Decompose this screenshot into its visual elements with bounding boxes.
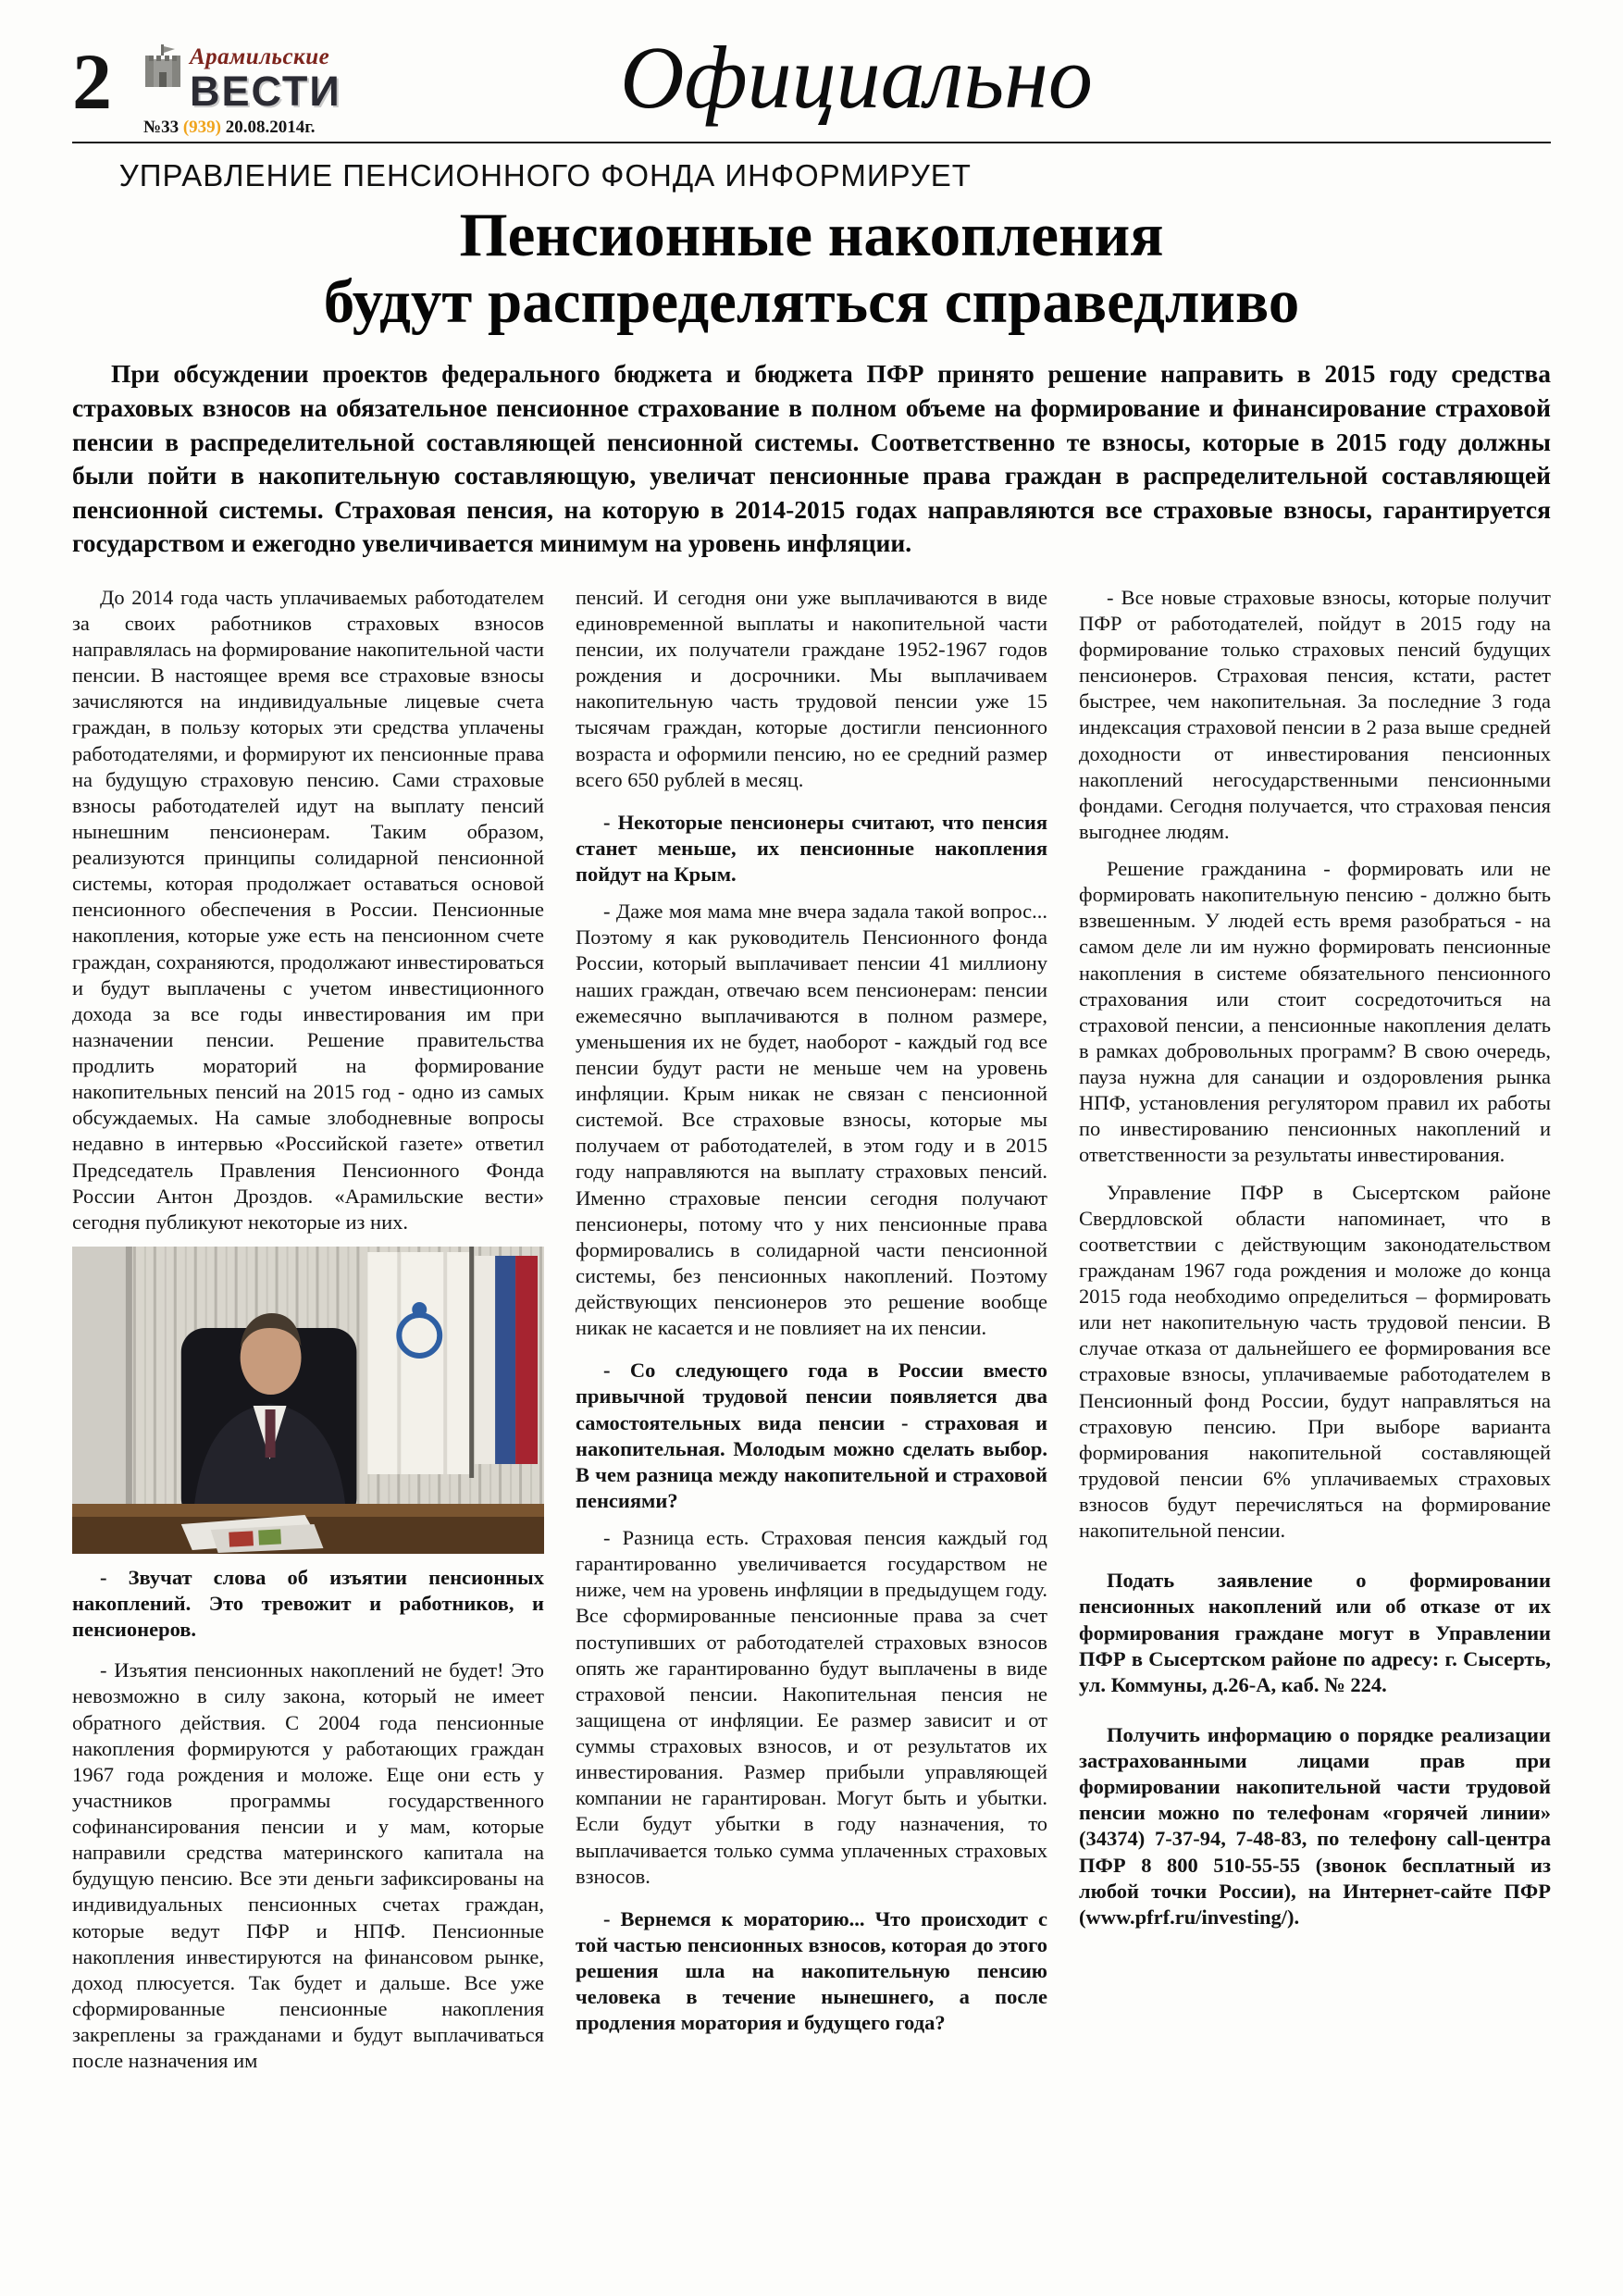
russia-flag xyxy=(475,1256,538,1464)
interview-question: - Вернемся к мораторию... Что происходит с той частью пенсионных взносов, которая до этого решения шла на накопительную пенсию человека в течение нынешнего, а после продления моратория и будущего года? xyxy=(576,1906,1047,2035)
page-header xyxy=(72,28,1551,138)
article-column-3 xyxy=(1079,585,1551,2086)
article-column-2 xyxy=(576,585,1047,2086)
interview-question: - Некоторые пенсионеры считают, что пенсия станет меньше, их пенсионные накопления пойдут на Крым. xyxy=(576,810,1047,886)
desk xyxy=(72,1504,544,1554)
article-paragraph: - Даже моя мама мне вчера задала такой вопрос... Поэтому я как руководитель Пенсионного фонда России, который выплачивает пенсии 41 миллиону наших граждан, отвечаю всем пенсионерам: пенсии ежемесячно выплачиваются в полном размере, уменьшения их не будет, наоборот - каждый год все пенсии будут расти не меньше чем на уровень инфляции. Крым никак не связан с пенсионной системой. Все страховые взносы, которые мы получаем от работодателей, в этом году и в 2015 году направляются на выплату страховых пенсий. Именно страховые пенсии сегодня получают пенсионеры, потому что у них пенсионные права формировались в солидарной части пенсионной системы, без пенсионных накоплений. Поэтому действующих пенсионеров это решение вообще никак не касается и не повлияет на их пенсии. xyxy=(576,900,1047,1340)
masthead xyxy=(143,44,356,138)
article-paragraph: - Разница есть. Страховая пенсия каждый год гарантированно увеличивается государством не ниже, чем на уровень инфляции в предыдущем году. Все сформированные пенсионные права за счет поступивших от работодателей страховых взносов опять же гарантированно будут выплачены в виде страховой пенсии. Накопительная пенсия не защищена от инфляции. Ее размер зависит и от суммы страховых взносов, и от результатов их инвестирования. Размер прибыли управляющей компании не гарантирован. Могут быть и убытки. Если будут убытки в году назначения, то выплачивается только сумма уплаченных страховых взносов. xyxy=(576,1526,1047,1888)
article-paragraph: Управление ПФР в Сысертском районе Свердловской области напоминает, что в соответствии с действующим законодательством гражданам 1967 года рождения и моложе до конца 2015 года необходимо определиться – формировать или нет накопительную часть трудовой пенсии. В случае отказа от дальнейшего ее формирования все страховые взносы, уплачиваемые работодателем в Пенсионный фонд России, будут направляться на страховую пенсию. При выборе варианта формирования накопительной составляющей трудовой пенсии 6% уплачиваемых страховых взносов будут перечисляться на формирование накопительной пенсии. xyxy=(1079,1180,1551,1543)
issue-number-color: (939) xyxy=(182,118,221,137)
headline-line-1: Пенсионные накопления xyxy=(459,201,1164,269)
section-title: Официально xyxy=(620,28,1093,127)
article-paragraph: До 2014 года часть уплачиваемых работодателем за своих работников страховых взносов направлялась на формирование накопительной части пенсии. В настоящее время все страховые взносы зачисляются на индивидуальные лицевые счета граждан, в пользу которых эти средства уплачены работодателями, и формируют их пенсионные права на будущую страховую пенсию. Сами страховые взносы работодателей идут на выплату пенсий нынешним пенсионерам. Таким образом, реализуются принципы солидарной пенсионной системы, которая продолжает оставаться основой пенсионного обеспечения в России. Пенсионные накопления, которые уже есть на пенсионном счете граждан, сохраняются, продолжают инвестироваться и будут выплачены с учетом инвестиционного дохода за все годы инвестирования им при назначении пенсии. Решение правительства продлить мораторий на формирование накопительных пенсий на 2015 год - одно из самых обсуждаемых. На самые злободневные вопросы недавно в интервью «Российской газете» ответил Председатель Правления Пенсионного Фонда России Антон Дроздов. «Арамильские вести» сегодня публикуют некоторые из них. xyxy=(72,585,544,1234)
article-paragraph: - Изъятия пенсионных накоплений не будет! Это невозможно в силу закона, который не имеет обратного действия. С 2004 года пенсионные накопления формируются у работающих граждан 1967 года рождения и моложе. Еще они есть у участников программы государственного софинансирования пенсии и у мам, которые направили средства материнского капитала на будущую пенсию. Все эти деньги зафиксированы на индивидуальных пенсионных счетах граждан, которые ведут ПФР и НПФ. Пенсионные накопления инвестируются на финансовом рынке, доход плюсуется. Так будет и дальше. Все уже сформированные пенсионные накопления закреплены за гражданами и будут выплачиваться после назначения им xyxy=(72,1658,544,2073)
issue-number: №33 xyxy=(143,118,180,137)
article-kicker: УПРАВЛЕНИЕ ПЕНСИОННОГО ФОНДА ИНФОРМИРУЕТ xyxy=(118,158,972,192)
masthead-title: ВЕСТИ xyxy=(190,68,341,115)
photo-illustration xyxy=(72,1247,544,1554)
article-column-1 xyxy=(72,585,544,2086)
article-headline xyxy=(72,203,1551,335)
article-paragraph: Решение гражданина - формировать или не формировать накопительную пенсию - должно быть взвешенным. У людей есть время разобраться - на самом деле ли им нужно формировать пенсионные накопления в системе обязательного пенсионного страхования или стоит сосредоточиться на страховой пенсии, а пенсионные накопления делать в рамках добровольных программ? В свою очередь, пауза нужна для санации и оздоровления рынка НПФ, установления регулятором правил их работы по инвестированию пенсионных накоплений и ответственности за результаты инвестирования. xyxy=(1079,857,1551,1167)
masthead-issue-line xyxy=(143,118,356,138)
pfr-flag xyxy=(367,1252,471,1474)
photo-caption: - Звучат слова об изъятии пенсионных накоплений. Это тревожит и работников, и пенсионеров. xyxy=(72,1565,544,1642)
masthead-name-top: Арамильские xyxy=(190,44,330,69)
article-photo xyxy=(72,1247,544,1554)
interview-question: - Со следующего года в России вместо привычной трудовой пенсии появляется два самостоятельных вида пенсии - страховая и накопительная. Молодым можно сделать выбор. В чем разница между накопительной и страховой пенсиями? xyxy=(576,1359,1047,1512)
article-paragraph: - Все новые страховые взносы, которые получит ПФР от работодателей, пойдут в 2015 году на формирование только страховых пенсий будущих пенсионеров. Страховая пенсия, кстати, растет быстрее, чем накопительная. За последние 3 года индексация страховой пенсии в 2 раза выше средней доходности от инвестирования пенсионных накоплений негосударственными пенсионными фондами. Сегодня получается, что страховая пенсия выгоднее людям. xyxy=(1079,585,1551,843)
article-callout: Получить информацию о порядке реализации застрахованными лицами прав при формировании накопительной части трудовой пенсии можно по телефонам «горячей линии» (34374) 7-37-94, 7-48-83, по телефону call-центра ПФР 8 800 510-55-55 (звонок бесплатный из любой точки России), на Интернет-сайте ПФР (www.pfrf.ru/investing/). xyxy=(1079,1722,1551,1929)
town-crest-icon xyxy=(143,44,182,91)
issue-date: 20.08.2014г. xyxy=(225,118,316,137)
page-number: 2 xyxy=(72,37,112,126)
article-callout: Подать заявление о формировании пенсионных накоплений или об отказе от их формирования граждане могут в Управлении ПФР в Сысертском районе по адресу: г. Сысерть, ул. Коммуны, д.26-А, каб. № 224. xyxy=(1079,1569,1551,1696)
headline-line-2: будут распределяться справедливо xyxy=(323,267,1300,336)
article-body xyxy=(72,585,1551,2086)
article-paragraph: пенсий. И сегодня они уже выплачиваются в виде единовременной выплаты и накопительной части пенсии, их получатели граждане 1952-1967 годов рождения и досрочники. Мы выплачиваем накопительную часть трудовой пенсии уже 15 тысячам граждан, которые достигли пенсионного возраста и оформили пенсию, но ее средний размер всего 650 рублей в месяц. xyxy=(576,585,1047,791)
header-divider xyxy=(72,142,1551,143)
article-lead: При обсуждении проектов федерального бюджета и бюджета ПФР принято решение направить в 2015 году средства страховых взносов на обязательное пенсионное страхование в полном объеме на формирование и финансирование страховой пенсии в распределительной составляющей пенсионной системы. Соответственно те взносы, которые в 2015 году должны были пойти в накопительную составляющую, увеличат пенсионные права граждан в распределительной составляющей пенсионной системы. Страховая пенсия, на которую в 2014-2015 годах направляются все страховые взносы, гарантируется государством и ежегодно увеличивается минимум на уровень инфляции. xyxy=(72,359,1551,558)
